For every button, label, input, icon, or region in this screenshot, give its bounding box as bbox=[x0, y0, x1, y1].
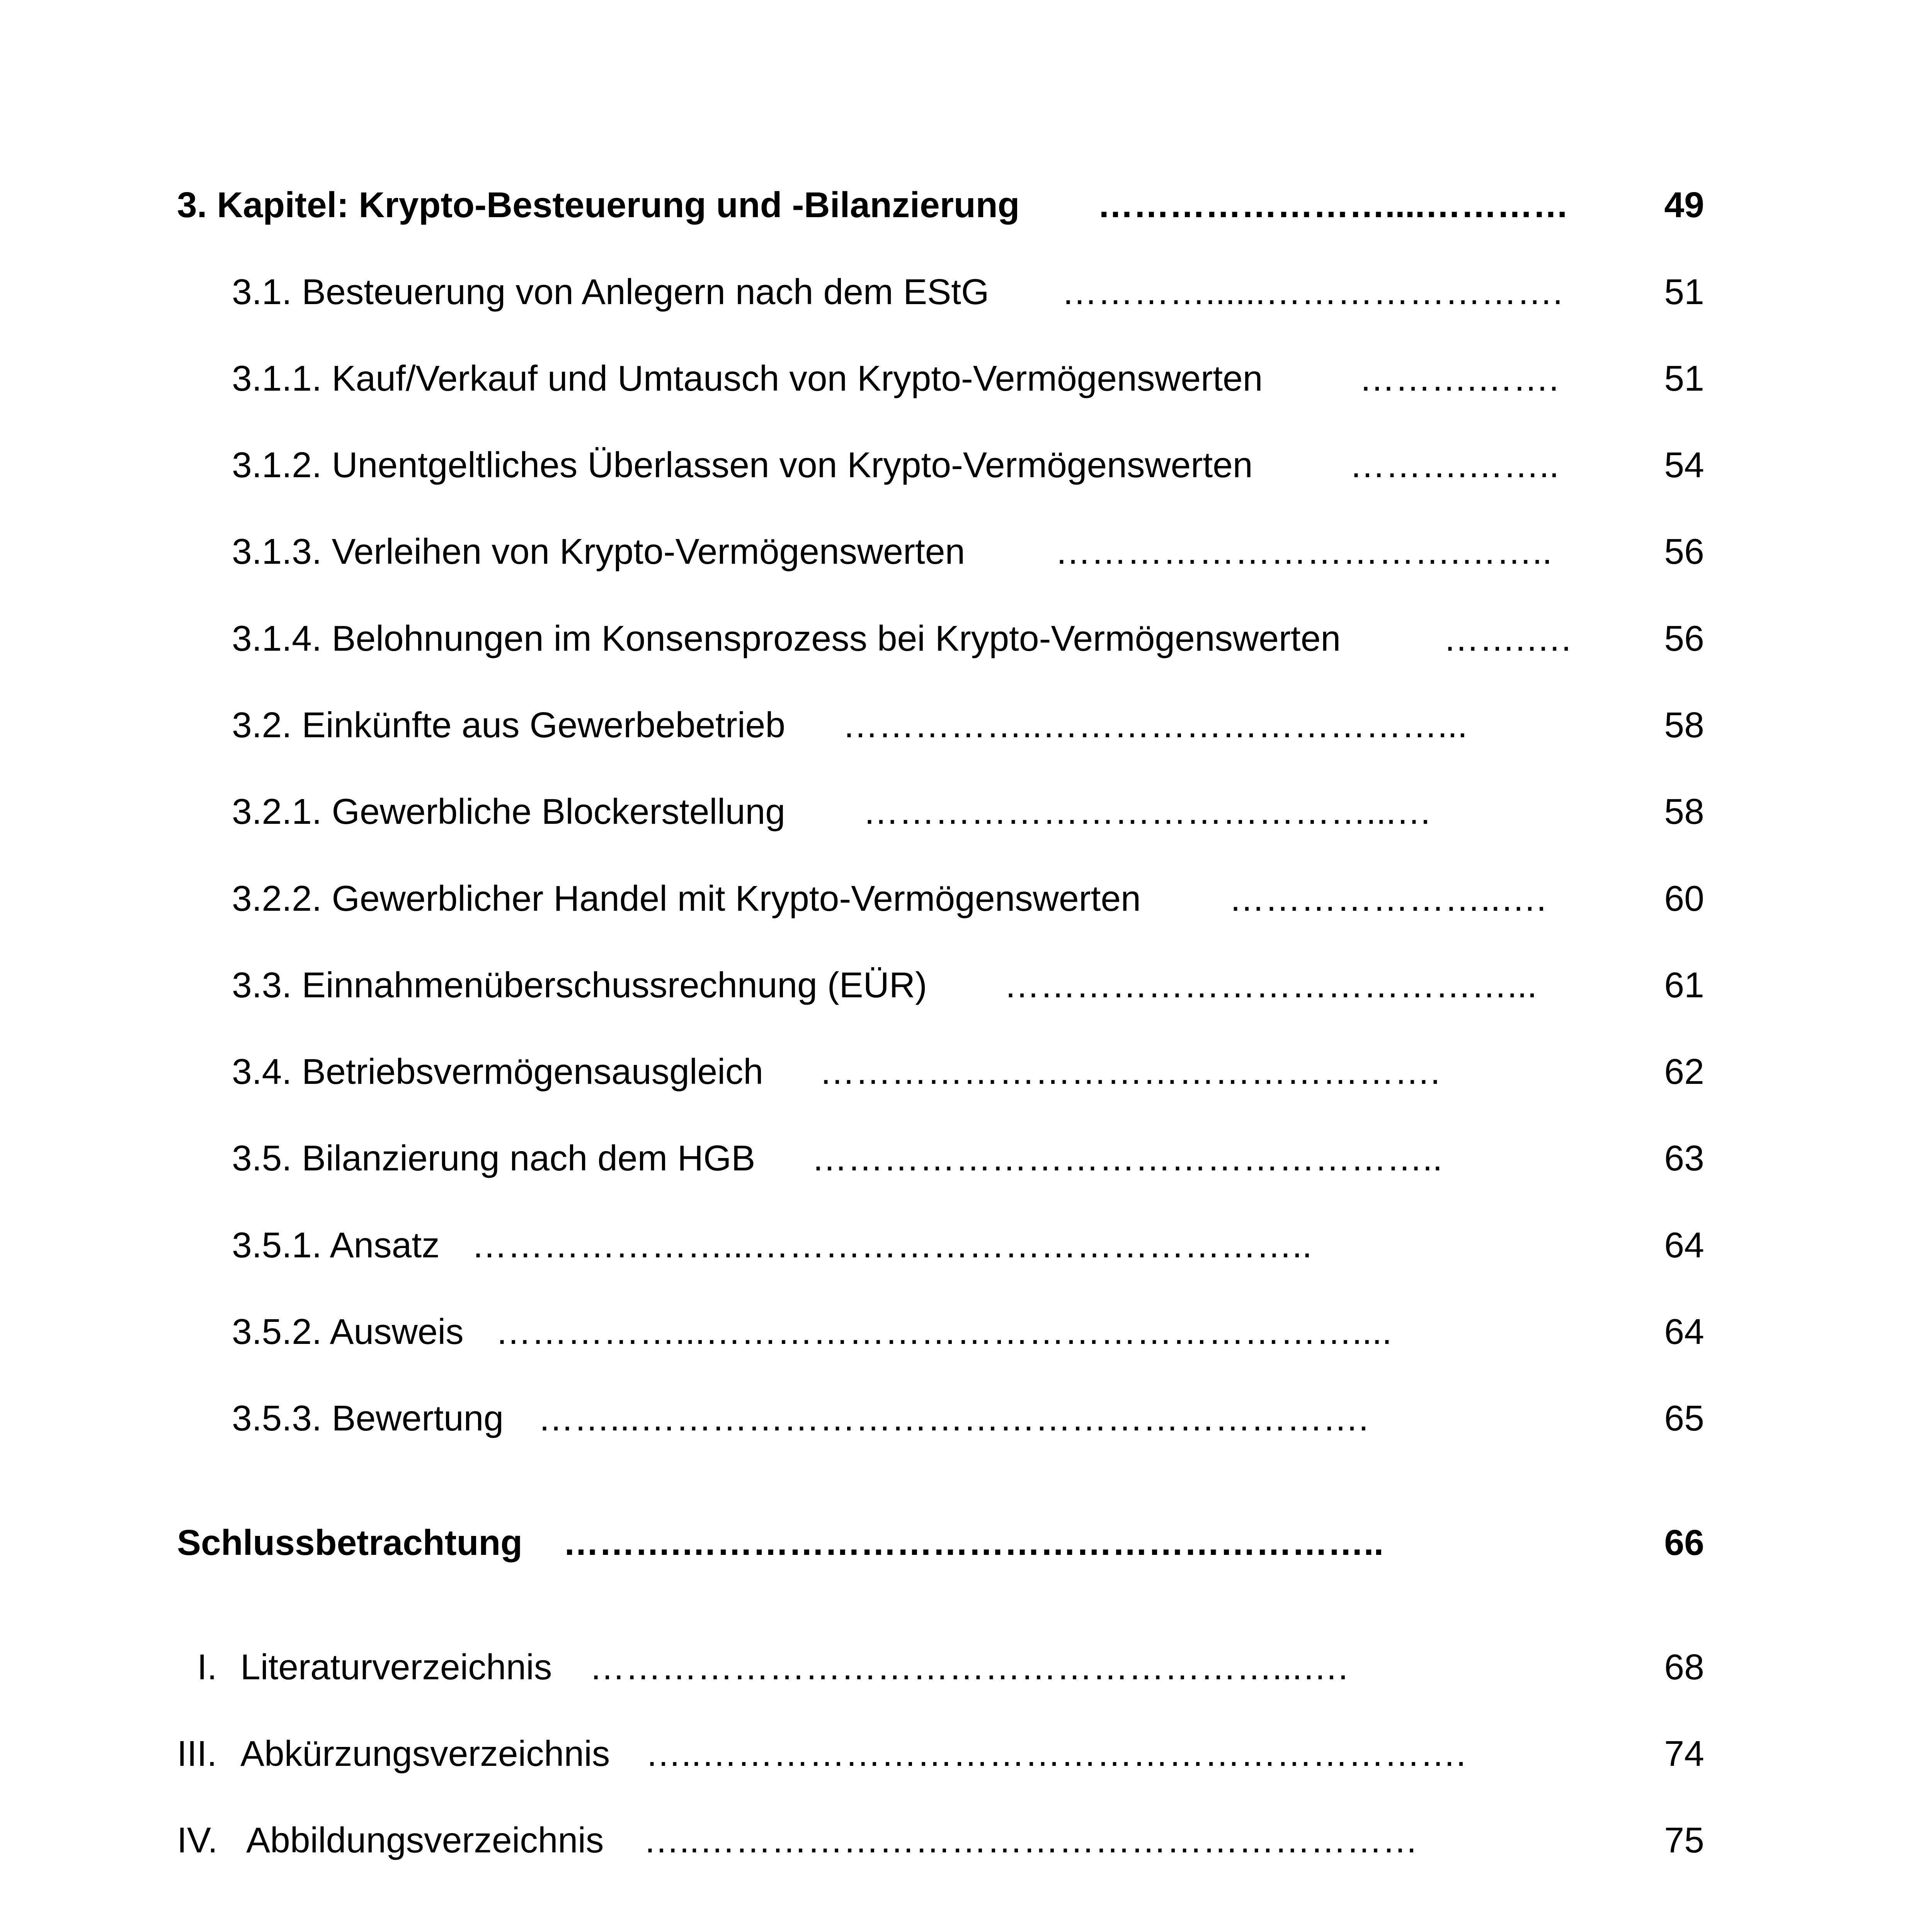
toc-page-number: 61 bbox=[1664, 965, 1704, 1005]
toc-page-number: 68 bbox=[1664, 1647, 1704, 1687]
toc-page-number: 51 bbox=[1664, 272, 1704, 312]
toc-page-number: 49 bbox=[1664, 185, 1704, 225]
toc-entry-3-2-1[interactable] bbox=[0, 786, 1916, 837]
toc-entry-title: 3.3. Einnahmenüberschussrechnung (EÜR) bbox=[232, 965, 927, 1005]
toc-dot-leader: …..………………………………………………………. bbox=[645, 1733, 1466, 1774]
toc-page-number: 62 bbox=[1664, 1051, 1704, 1092]
toc-entry-title: 3.5.1. Ansatz bbox=[232, 1225, 440, 1265]
toc-page-number: 75 bbox=[1664, 1820, 1704, 1860]
toc-entry-3-4[interactable] bbox=[0, 1046, 1916, 1097]
toc-page-number: 64 bbox=[1664, 1311, 1704, 1352]
toc-dot-leader: ……………………………………... bbox=[1004, 965, 1537, 1005]
toc-entry-title: 3.1.3. Verleihen von Krypto-Vermögenswerten bbox=[232, 531, 965, 571]
toc-entry-numeral: III. bbox=[177, 1733, 217, 1774]
toc-entry-chapter-3[interactable] bbox=[0, 180, 1916, 230]
toc-entry-3-1-4[interactable] bbox=[0, 613, 1916, 663]
toc-entry-3-1[interactable] bbox=[0, 267, 1916, 317]
toc-page-number: 74 bbox=[1664, 1733, 1704, 1774]
toc-entry-title: Schlussbetrachtung bbox=[177, 1522, 522, 1563]
toc-dot-leader: ……………………………………...… bbox=[863, 791, 1432, 832]
toc-page-number: 63 bbox=[1664, 1138, 1704, 1178]
toc-page-number: 64 bbox=[1664, 1225, 1704, 1265]
toc-entry-title: Literaturverzeichnis bbox=[240, 1647, 552, 1687]
toc-entry-title: Abkürzungsverzeichnis bbox=[240, 1733, 610, 1774]
toc-dot-leader: ……………...……………………………………………….... bbox=[495, 1311, 1392, 1352]
toc-entry-3-2[interactable] bbox=[0, 700, 1916, 750]
toc-dot-leader: ……….……. bbox=[1359, 358, 1559, 398]
toc-entry-title: 3.2. Einkünfte aus Gewerbebetrieb bbox=[232, 705, 786, 745]
toc-entry-numeral: IV. bbox=[177, 1820, 218, 1860]
toc-entry-title: 3.5. Bilanzierung nach dem HGB bbox=[232, 1138, 756, 1178]
toc-entry-title: 3.1.1. Kauf/Verkauf und Umtausch von Krypto-Vermögenswerten bbox=[232, 358, 1263, 398]
toc-entry-3-5-1[interactable] bbox=[0, 1220, 1916, 1270]
toc-page-number: 66 bbox=[1664, 1522, 1704, 1563]
toc-dot-leader: ……….………………………………………………….. bbox=[563, 1522, 1384, 1563]
toc-entry-numeral: I. bbox=[197, 1647, 217, 1687]
toc-dot-leader: …………......……………………. bbox=[1062, 272, 1563, 312]
toc-page-number: 54 bbox=[1664, 445, 1704, 485]
toc-entry-3-5-2[interactable] bbox=[0, 1306, 1916, 1357]
toc-entry-abkuerzungsverzeichnis[interactable] bbox=[0, 1728, 1916, 1779]
toc-page-number: 65 bbox=[1664, 1398, 1704, 1438]
toc-entry-3-5[interactable] bbox=[0, 1133, 1916, 1183]
toc-dot-leader: ……….…….. bbox=[1349, 445, 1559, 485]
toc-dot-leader: ……………………....………… bbox=[1098, 185, 1569, 225]
toc-entry-schlussbetrachtung[interactable] bbox=[0, 1517, 1916, 1568]
toc-dot-leader: …………………...……………………………………….. bbox=[471, 1225, 1312, 1265]
toc-entry-3-1-3[interactable] bbox=[0, 526, 1916, 577]
toc-page-number: 56 bbox=[1664, 618, 1704, 658]
toc-entry-title: 3.2.1. Gewerbliche Blockerstellung bbox=[232, 791, 785, 832]
toc-dot-leader: …..…………………………………………………… bbox=[643, 1820, 1418, 1860]
toc-entry-title: 3.1.2. Unentgeltliches Überlassen von Krypto-Vermögenswerten bbox=[232, 445, 1253, 485]
toc-page-number: 58 bbox=[1664, 705, 1704, 745]
toc-entry-title: 3.4. Betriebsvermögensausgleich bbox=[232, 1051, 764, 1092]
toc-page-number: 60 bbox=[1664, 878, 1704, 918]
toc-dot-leader: …….…. bbox=[1443, 618, 1571, 658]
toc-dot-leader: …………………………………………….. bbox=[812, 1138, 1443, 1178]
toc-entry-3-5-3[interactable] bbox=[0, 1393, 1916, 1443]
toc-entry-3-2-2[interactable] bbox=[0, 873, 1916, 923]
toc-entry-title: 3. Kapitel: Krypto-Besteuerung und -Bilanzierung bbox=[177, 185, 1020, 225]
toc-page-number: 56 bbox=[1664, 531, 1704, 571]
toc-entry-abbildungsverzeichnis[interactable] bbox=[0, 1815, 1916, 1865]
toc-dot-leader: …………………..…. bbox=[1229, 878, 1547, 918]
toc-entry-3-3[interactable] bbox=[0, 960, 1916, 1010]
toc-dot-leader: ……………………………………………. bbox=[819, 1051, 1440, 1092]
toc-dot-leader: ……………..……………………………... bbox=[842, 705, 1468, 745]
toc-entry-title: 3.2.2. Gewerblicher Handel mit Krypto-Vermögenswerten bbox=[232, 878, 1141, 918]
toc-page-number: 51 bbox=[1664, 358, 1704, 398]
toc-entry-title: 3.5.2. Ausweis bbox=[232, 1311, 464, 1352]
toc-entry-title: 3.1.4. Belohnungen im Konsensprozess bei Krypto-Vermögenswerten bbox=[232, 618, 1341, 658]
toc-dot-leader: …………………………………………………...…. bbox=[589, 1647, 1348, 1687]
toc-dot-leader: …………………………….…….. bbox=[1055, 531, 1552, 571]
toc-entry-3-1-1[interactable] bbox=[0, 353, 1916, 403]
toc-entry-title: 3.1. Besteuerung von Anlegern nach dem EStG bbox=[232, 272, 989, 312]
toc-entry-title: 3.5.3. Bewertung bbox=[232, 1398, 504, 1438]
toc-entry-title: Abbildungsverzeichnis bbox=[246, 1820, 604, 1860]
toc-dot-leader: ……...……………………………………………………. bbox=[538, 1398, 1369, 1438]
toc-page-number: 58 bbox=[1664, 791, 1704, 832]
toc-entry-3-1-2[interactable] bbox=[0, 440, 1916, 490]
toc-entry-literaturverzeichnis[interactable] bbox=[0, 1642, 1916, 1692]
